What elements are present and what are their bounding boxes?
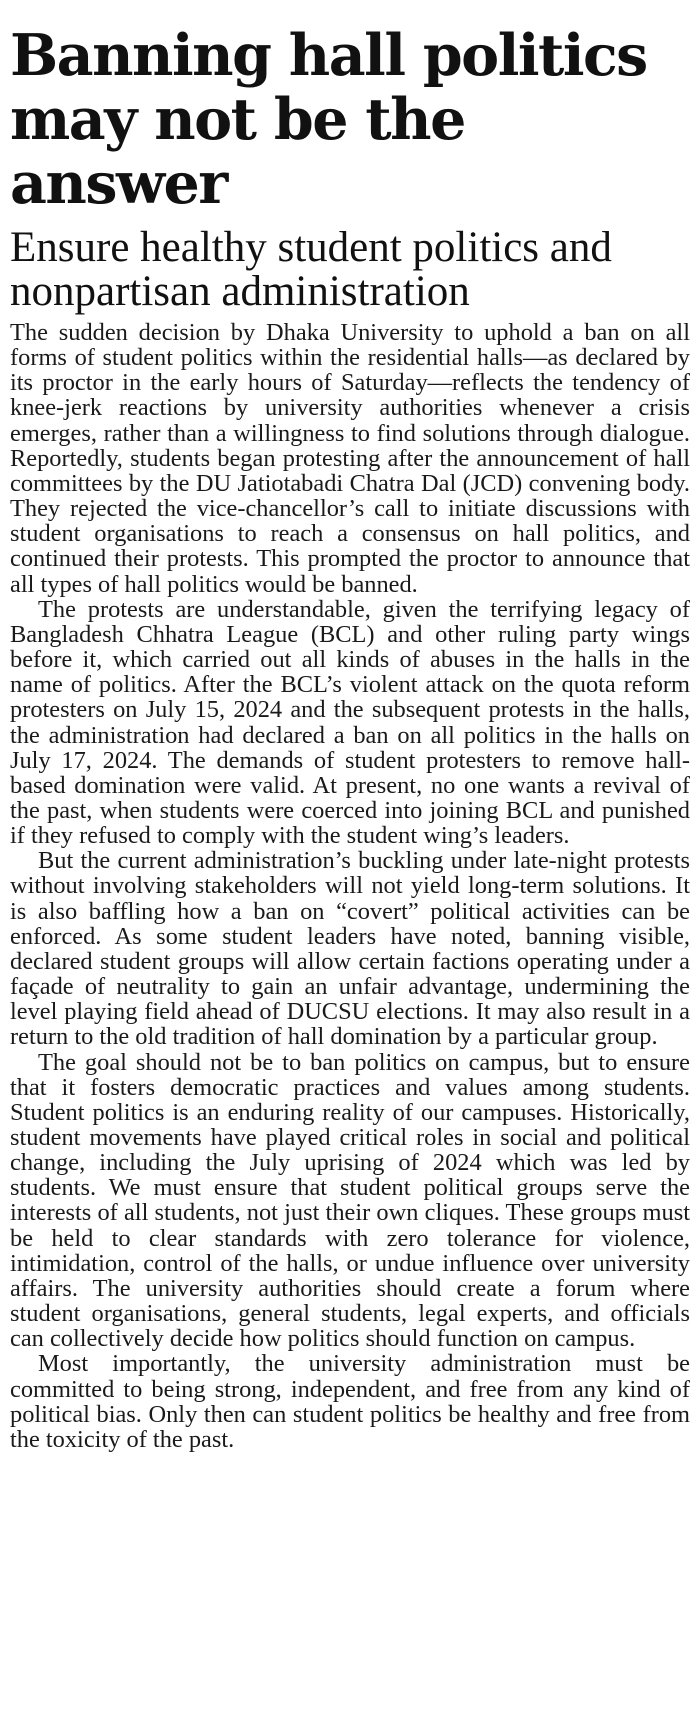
article-body <box>10 320 690 1452</box>
body-paragraph: But the current administration’s buckling under late-night protests without involving stakeholders will not yield long-term solutions. It is also baffling how a ban on “covert” political activities can be enforced. As some student leaders have noted, banning visible, declared student groups will allow certain factions operating under a façade of neutrality to gain an unfair advantage, undermining the level playing field ahead of DUCSU elections. It may also result in a return to the old tradition of hall domination by a particular group. <box>10 847 690 1051</box>
body-paragraph: The goal should not be to ban politics on campus, but to ensure that it fosters democratic practices and values among students. Student politics is an enduring reality of our campuses. Historically, student movements have played critical roles in social and political change, including the July uprising of 2024 which was led by students. We must ensure that student political groups serve the interests of all students, not just their own cliques. These groups must be held to clear standards with zero tolerance for violence, intimidation, control of the halls, or undue influence over university affairs. The university authorities should create a forum where student organisations, general students, legal experts, and officials can collectively decide how politics should function on campus. <box>10 1048 690 1353</box>
body-paragraph: The sudden decision by Dhaka University to uphold a ban on all forms of student politics within the residential halls—as declared by its proctor in the early hours of Saturday—reflects the tendency of knee-jerk reactions by university authorities whenever a crisis emerges, rather than a willingness to find solutions through dialogue. Reportedly, students began protesting after the announcement of hall committees by the DU Jatiotabadi Chatra Dal (JCD) convening body. They rejected the vice-chancellor’s call to initiate discussions with student organisations to reach a consensus on hall politics, and continued their protests. This prompted the proctor to announce that all types of hall politics would be banned. <box>10 319 690 598</box>
body-paragraph: The protests are understandable, given the terrifying legacy of Bangladesh Chhatra League (BCL) and other ruling party wings before it, which carried out all kinds of abuses in the halls in the name of politics. After the BCL’s violent attack on the quota reform protesters on July 15, 2024 and the subsequent protests in the halls, the administration had declared a ban on all politics in the halls on July 17, 2024. The demands of student protesters to remove hall-based domination were valid. At present, no one wants a revival of the past, when students were coerced into joining BCL and punished if they refused to comply with the student wing’s leaders. <box>10 595 690 850</box>
subheadline: Ensure healthy student politics and nonpartisan administration <box>10 224 612 315</box>
headline: Banning hall politics may not be the answer <box>10 22 647 217</box>
body-paragraph: Most importantly, the university administration must be committed to being strong, independent, and free from any kind of political bias. Only then can student politics be healthy and free from the toxicity of the past. <box>10 1350 690 1453</box>
